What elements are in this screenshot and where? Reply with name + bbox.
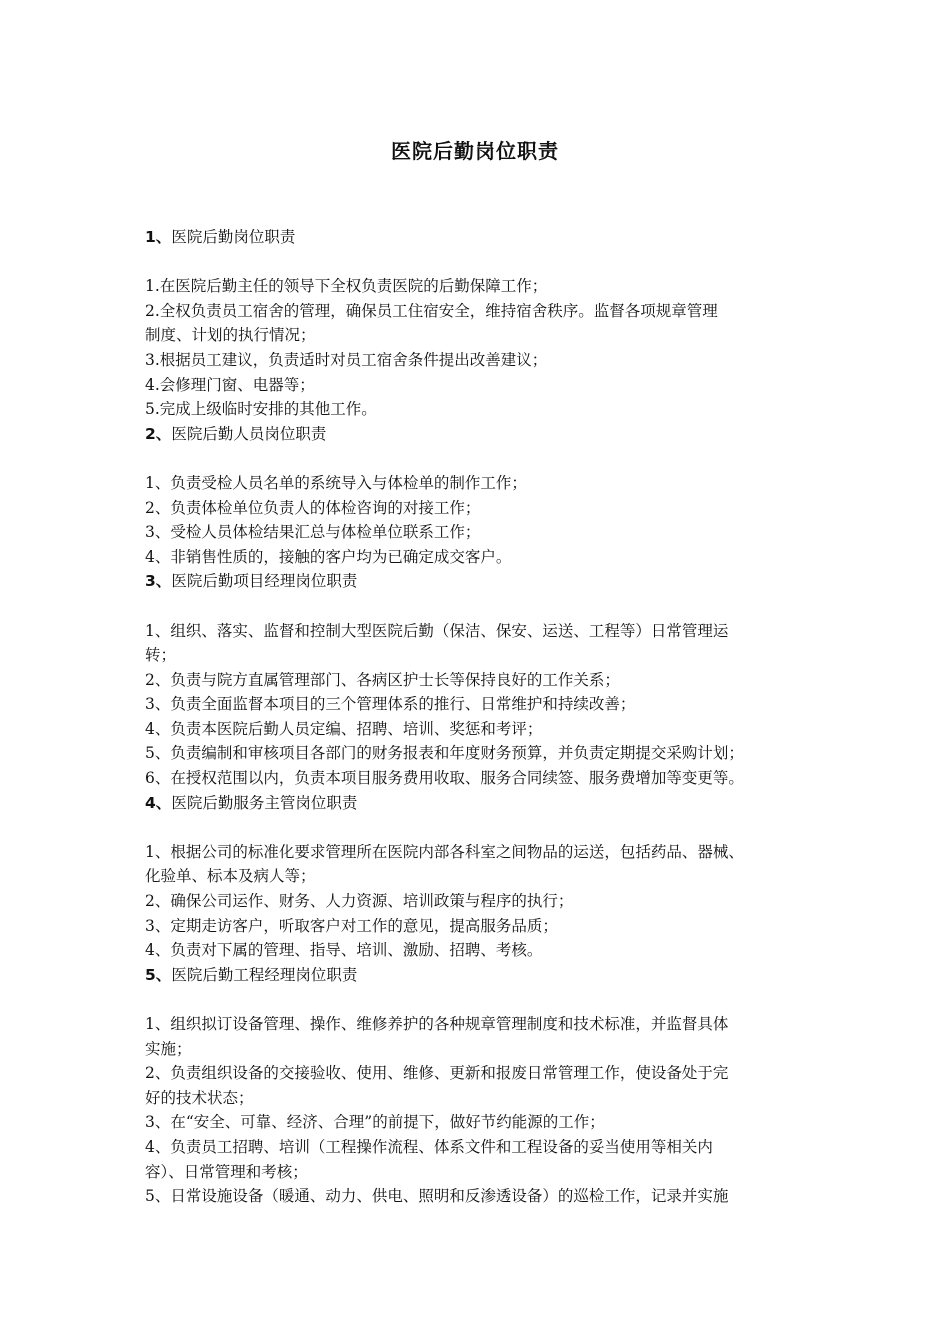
section-heading: 4、医院后勤服务主管岗位职责 <box>145 793 358 812</box>
duty-line: 1.在医院后勤主任的领导下全权负责医院的后勤保障工作； <box>145 277 548 296</box>
duty-line: 3、定期走访客户，听取客户对工作的意见，提高服务品质； <box>145 916 558 935</box>
section-number: 5 <box>145 965 156 984</box>
duty-line: 制度、计划的执行情况； <box>145 326 316 345</box>
duty-line: 2、负责与院方直属管理部门、各病区护士长等保持良好的工作关系； <box>145 670 620 689</box>
duty-line: 6、在授权范围以内，负责本项目服务费用收取、服务合同续签、服务费增加等变更等。 <box>145 769 744 788</box>
duty-line: 4、非销售性质的，接触的客户均为已确定成交客户。 <box>145 547 512 566</box>
duty-line: 2、确保公司运作、财务、人力资源、培训政策与程序的执行； <box>145 892 574 911</box>
duty-line: 容）、日常管理和考核； <box>145 1162 308 1181</box>
section-heading-text: 医院后勤项目经理岗位职责 <box>171 572 358 591</box>
duty-line: 3、负责全面监督本项目的三个管理体系的推行、日常维护和持续改善； <box>145 695 636 714</box>
duty-line: 3、受检人员体检结果汇总与体检单位联系工作； <box>145 523 481 542</box>
duty-line: 5、负责编制和审核项目各部门的财务报表和年度财务预算，并负责定期提交采购计划； <box>145 744 744 763</box>
duty-line: 4.会修理门窗、电器等； <box>145 375 315 394</box>
duty-line: 转； <box>145 646 177 665</box>
duty-line: 1、根据公司的标准化要求管理所在医院内部各科室之间物品的运送，包括药品、器械、 <box>145 842 744 861</box>
section-number: 2 <box>145 424 156 443</box>
section-heading-text: 医院后勤人员岗位职责 <box>171 424 327 443</box>
section-number: 3 <box>145 572 156 591</box>
section-number: 4 <box>145 793 156 812</box>
section-heading-text: 医院后勤工程经理岗位职责 <box>171 965 358 984</box>
duty-line: 5.完成上级临时安排的其他工作。 <box>145 400 377 419</box>
document-body <box>145 225 820 1209</box>
section-heading-text: 医院后勤岗位职责 <box>171 228 296 246</box>
duty-line: 1、组织拟订设备管理、操作、维修养护的各种规章管理制度和技术标准，并监督具体 <box>145 1015 729 1033</box>
section-number: 1 <box>145 228 156 246</box>
document-title: 医院后勤岗位职责 <box>391 139 559 163</box>
section-heading: 2、医院后勤人员岗位职责 <box>145 424 327 443</box>
duty-line: 5、日常设施设备（暖通、动力、供电、照明和反渗透设备）的巡检工作，记录并实施 <box>145 1187 729 1206</box>
duty-line: 好的技术状态； <box>145 1088 254 1107</box>
section-heading: 5、医院后勤工程经理岗位职责 <box>145 965 358 984</box>
duty-line: 3.根据员工建议，负责适时对员工宿舍条件提出改善建议； <box>145 350 548 369</box>
duty-line: 2、负责体检单位负责人的体检咨询的对接工作； <box>145 498 481 517</box>
section-heading: 3、医院后勤项目经理岗位职责 <box>145 572 358 591</box>
duty-line: 实施； <box>145 1039 192 1058</box>
section-heading-text: 医院后勤服务主管岗位职责 <box>171 793 358 812</box>
section-heading: 1、医院后勤岗位职责 <box>145 228 296 246</box>
duty-line: 2.全权负责员工宿舍的管理，确保员工住宿安全，维持宿舍秩序。监督各项规章管理 <box>145 301 718 320</box>
duty-line: 2、负责组织设备的交接验收、使用、维修、更新和报废日常管理工作，使设备处于完 <box>145 1064 729 1083</box>
duty-line: 化验单、标本及病人等； <box>145 867 316 886</box>
duty-line: 4、负责本医院后勤人员定编、招聘、培训、奖惩和考评； <box>145 719 543 738</box>
duty-line: 3、在“安全、可靠、经济、合理”的前提下，做好节约能源的工作； <box>145 1113 605 1132</box>
duty-line: 1、负责受检人员名单的系统导入与体检单的制作工作； <box>145 473 527 492</box>
duty-line: 4、负责对下属的管理、指导、培训、激励、招聘、考核。 <box>145 941 543 960</box>
duty-line: 1、组织、落实、监督和控制大型医院后勤（保洁、保安、运送、工程等）日常管理运 <box>145 621 729 640</box>
duty-line: 4、负责员工招聘、培训（工程操作流程、体系文件和工程设备的妥当使用等相关内 <box>145 1137 713 1156</box>
